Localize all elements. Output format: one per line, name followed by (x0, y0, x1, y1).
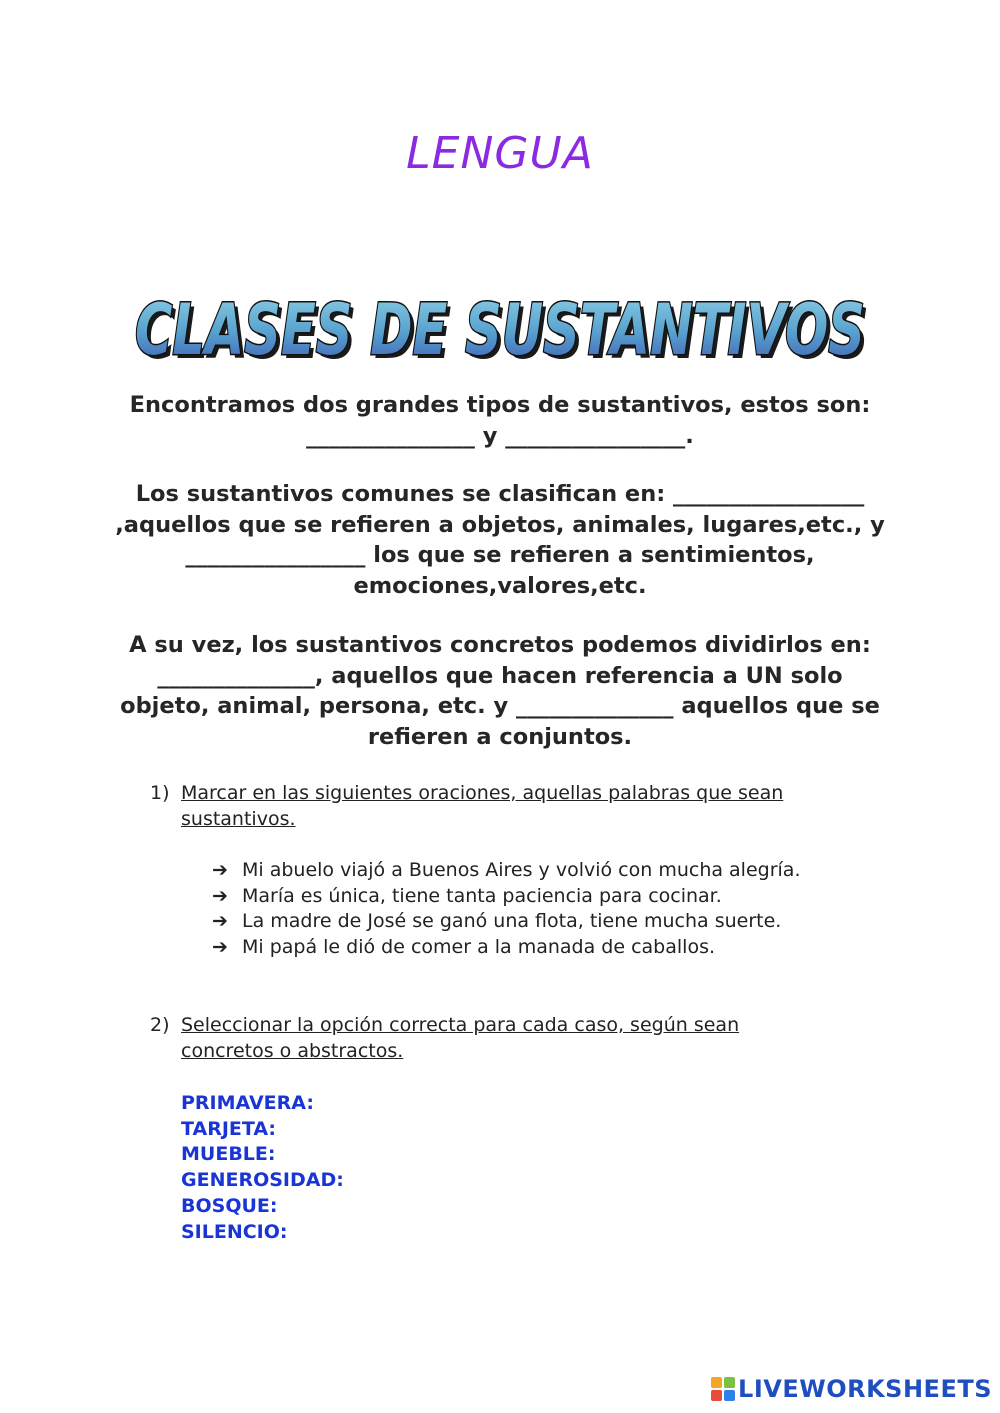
sentence-text: Mi abuelo viajó a Buenos Aires y volvió con mucha alegría. (242, 859, 801, 881)
word-item-generosidad[interactable]: GENEROSIDAD: (181, 1169, 344, 1192)
subject-title: LENGUA (406, 128, 594, 179)
sentence-item[interactable] (212, 858, 801, 884)
title-banner (128, 282, 872, 374)
exercise-1-number: 1) (150, 782, 170, 804)
arrow-icon: ➔ (212, 910, 228, 933)
comunes-paragraph (110, 479, 890, 601)
concretos-line-2: ______________, aquellos que hacen referencia a UN solo (157, 662, 843, 689)
exercise-1-instruction-line-1: Marcar en las siguientes oraciones, aquellas palabras que sean (181, 782, 784, 804)
banner-shadow: CLASES DE SUSTANTIVOS (139, 293, 869, 374)
word-item-tarjeta[interactable]: TARJETA: (181, 1117, 277, 1140)
exercise-2-instruction-line-1: Seleccionar la opción correcta para cada caso, según sean (181, 1014, 740, 1036)
sentence-item[interactable] (212, 884, 801, 910)
sentence-item[interactable] (212, 935, 801, 961)
exercise-2-instruction (181, 1012, 871, 1064)
intro-line-2: _______________ y ________________. (306, 422, 694, 449)
comunes-line-2: ,aquellos que se refieren a objetos, animales, lugares,etc., y (115, 511, 885, 538)
concretos-line-1: A su vez, los sustantivos concretos podemos dividirlos en: (129, 632, 871, 658)
exercise-1-instruction (181, 780, 871, 832)
concretos-line-4: refieren a conjuntos. (367, 723, 633, 750)
sentence-text: María es única, tiene tanta paciencia para cocinar. (242, 884, 722, 907)
sentence-item[interactable] (212, 909, 801, 935)
intro-paragraph (110, 390, 890, 451)
word-item-silencio[interactable]: SILENCIO: (181, 1220, 288, 1243)
exercise-2-instruction-line-2: concretos o abstractos. (181, 1040, 404, 1062)
arrow-icon: ➔ (212, 936, 228, 959)
exercise-1-instruction-line-2: sustantivos. (181, 808, 296, 830)
sentence-list (212, 858, 801, 961)
concretos-line-3: objeto, animal, persona, etc. y ______________ aquellos que se (120, 693, 880, 719)
intro-line-1: Encontramos dos grandes tipos de sustantivos, estos son: (129, 392, 871, 418)
comunes-line-4: emociones,valores,etc. (353, 572, 647, 599)
sentence-text: La madre de José se ganó una flota, tiene mucha suerte. (242, 910, 782, 933)
exercise-2-number: 2) (150, 1014, 170, 1036)
word-item-primavera[interactable]: PRIMAVERA: (181, 1092, 314, 1114)
word-list (181, 1091, 344, 1245)
word-item-bosque[interactable]: BOSQUE: (181, 1194, 278, 1217)
liveworksheets-logo-icon (711, 1377, 735, 1401)
arrow-icon: ➔ (212, 859, 228, 881)
sentence-text: Mi papá le dió de comer a la manada de caballos. (242, 936, 716, 959)
banner-text: CLASES DE SUSTANTIVOS (135, 289, 865, 371)
comunes-line-3: ________________ los que se refieren a sentimientos, (185, 542, 815, 568)
arrow-icon: ➔ (212, 884, 228, 907)
concretos-paragraph (110, 630, 890, 752)
comunes-line-1: Los sustantivos comunes se clasifican en: _________________ (135, 481, 865, 507)
title-banner-graphic (128, 282, 872, 374)
brand-name: LIVEWORKSHEETS (738, 1375, 992, 1403)
word-item-mueble[interactable]: MUEBLE: (181, 1143, 276, 1166)
liveworksheets-brand[interactable] (711, 1375, 992, 1403)
